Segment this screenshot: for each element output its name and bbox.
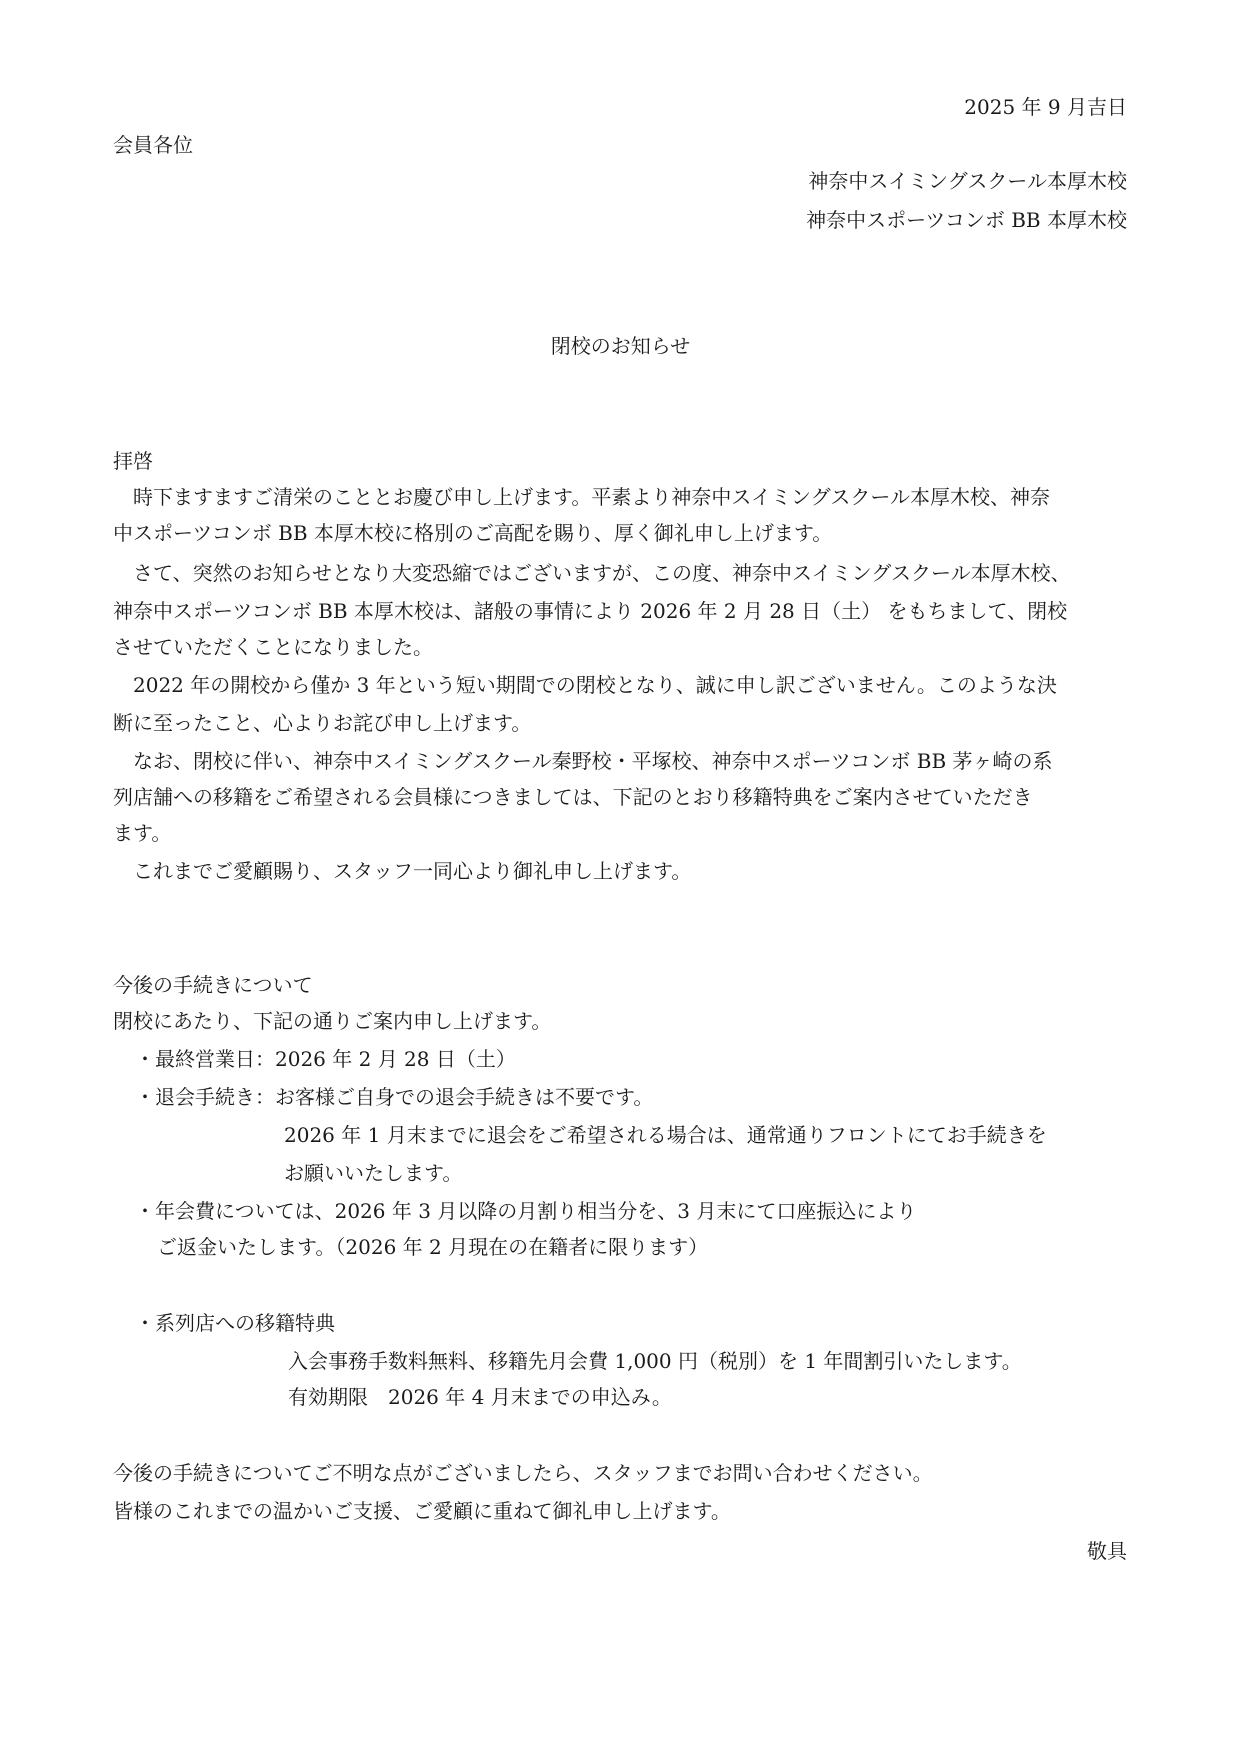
body-line: 時下ますますご清栄のこととお慶び申し上げます。平素より神奈中スイミングスクール本厚木校、神奈 [113, 485, 1050, 509]
transfer-benefit-heading: ・系列店への移籍特典 [135, 1311, 335, 1335]
sender-line-2: 神奈中スポーツコンボ BB 本厚木校 [806, 208, 1127, 232]
body-line: 神奈中スポーツコンボ BB 本厚木校は、諸般の事情により 2026 年 2 月 28 日（土） をもちまして、閉校 [113, 599, 1068, 623]
salutation: 拝啓 [113, 449, 153, 473]
body-line: ます。 [113, 821, 172, 845]
body-line: 2022 年の開校から僅か 3 年という短い期間での閉校となり、誠に申し訳ございません。このような決 [113, 673, 1057, 697]
body-line: これまでご愛顧賜り、スタッフ一同心より御礼申し上げます。 [113, 859, 692, 883]
withdrawal-note: お願いいたします。 [284, 1161, 463, 1185]
letter-date: 2025 年 9 月吉日 [964, 95, 1127, 119]
withdrawal-note: 2026 年 1 月末までに退会をご希望される場合は、通常通りフロントにてお手続きを [284, 1123, 1047, 1147]
document-title: 閉校のお知らせ [550, 334, 691, 358]
annual-fee-note: ご返金いたします。（2026 年 2 月現在の在籍者に限ります） [157, 1235, 709, 1259]
body-line: 列店舗への移籍をご希望される会員様につきましては、下記のとおり移籍特典をご案内させていただき [113, 785, 1033, 809]
body-line: なお、閉校に伴い、神奈中スイミングスクール秦野校・平塚校、神奈中スポーツコンボ BB 茅ヶ崎の系 [113, 749, 1053, 773]
body-line: させていただくことになりました。 [113, 635, 433, 659]
transfer-benefit-expiry: 有効期限 2026 年 4 月末までの申込み。 [288, 1385, 672, 1409]
complimentary-close: 敬具 [1087, 1539, 1127, 1563]
body-line: 中スポーツコンボ BB 本厚木校に格別のご高配を賜り、厚く御礼申し上げます。 [113, 521, 833, 545]
sender-line-1: 神奈中スイミングスクール本厚木校 [808, 169, 1127, 193]
closing-line: 皆様のこれまでの温かいご支援、ご愛顧に重ねて御礼申し上げます。 [113, 1499, 731, 1523]
procedures-intro: 閉校にあたり、下記の通りご案内申し上げます。 [113, 1009, 552, 1033]
recipient: 会員各位 [113, 133, 193, 157]
transfer-benefit-detail: 入会事務手数料無料、移籍先月会費 1,000 円（税別）を 1 年間割引いたします。 [288, 1349, 1022, 1373]
withdrawal-procedure: ・退会手続き：お客様ご自身での退会手続きは不要です。 [135, 1085, 654, 1109]
last-business-day: ・最終営業日：2026 年 2 月 28 日（土） [135, 1047, 516, 1071]
procedures-heading: 今後の手続きについて [113, 973, 313, 997]
body-line: 断に至ったこと、心よりお詫び申し上げます。 [113, 711, 532, 735]
closing-line: 今後の手続きについてご不明な点がございましたら、スタッフまでお問い合わせください。 [113, 1461, 933, 1485]
annual-fee-note: ・年会費については、2026 年 3 月以降の月割り相当分を、3 月末にて口座振込により [135, 1199, 917, 1223]
body-line: さて、突然のお知らせとなり大変恐縮ではございますが、この度、神奈中スイミングスクール本厚木校、 [113, 561, 1071, 585]
